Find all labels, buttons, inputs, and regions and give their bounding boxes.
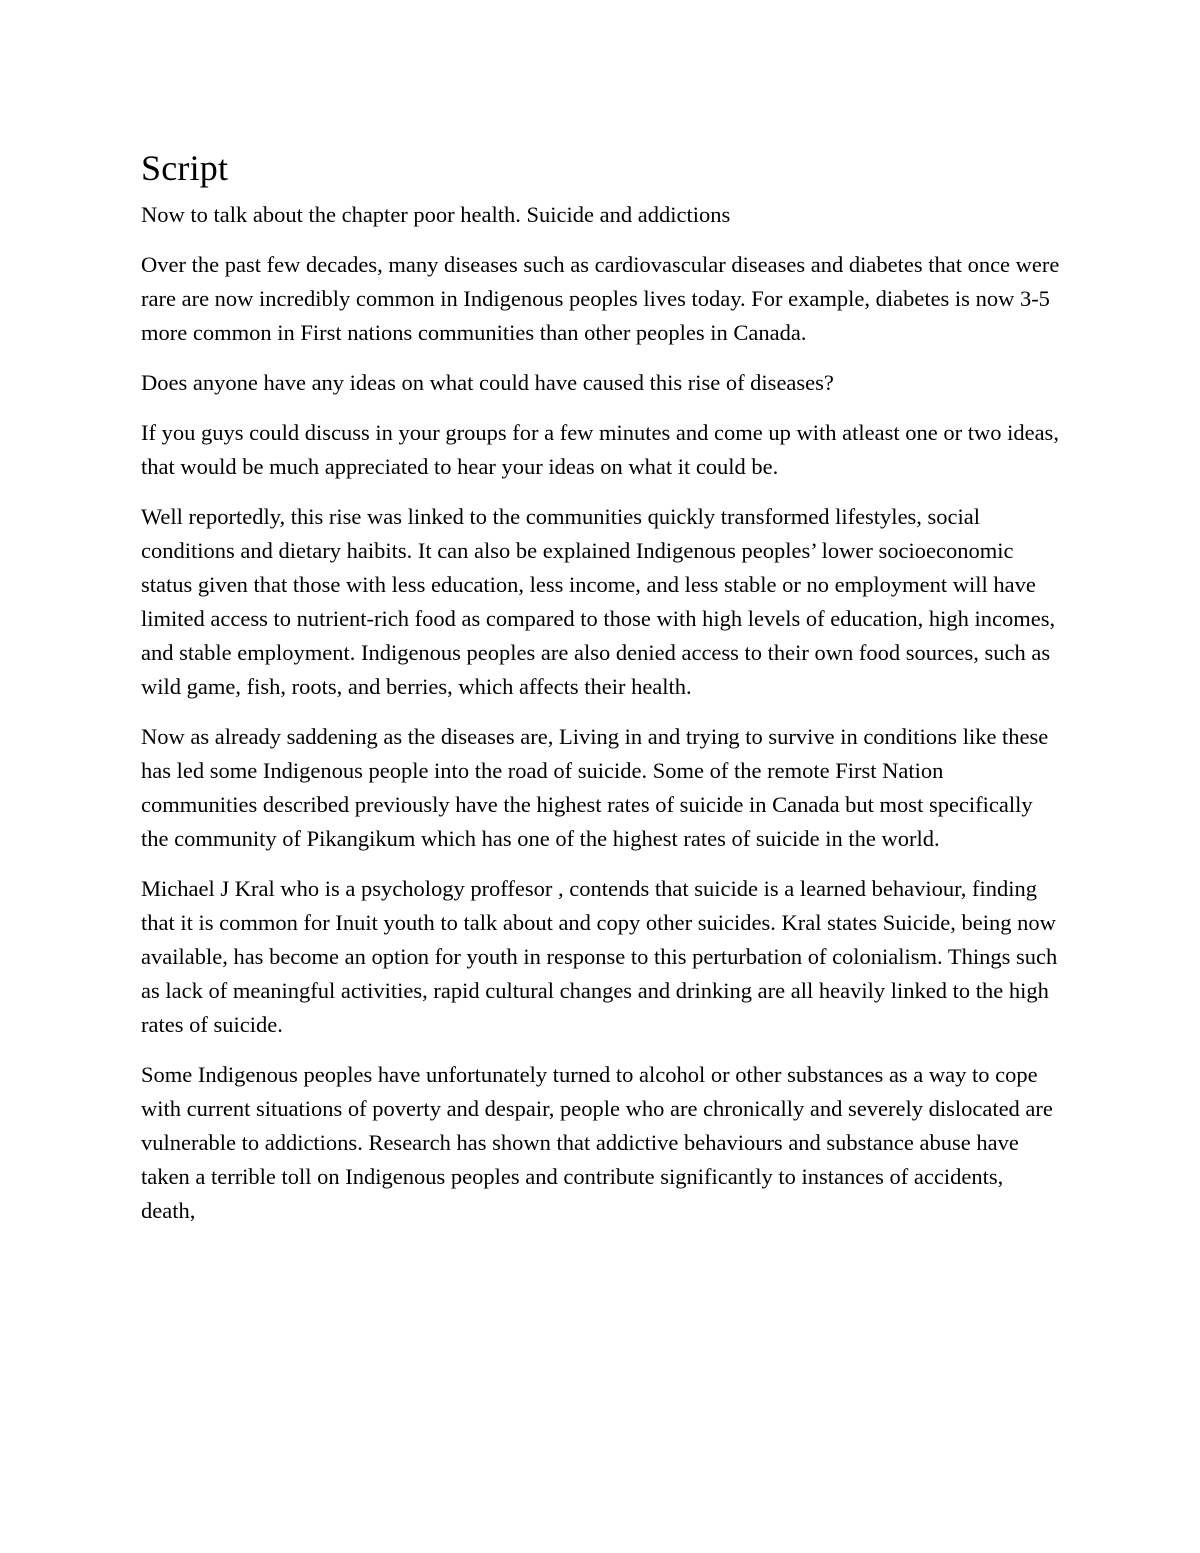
paragraph-kral: Michael J Kral who is a psychology proffesor , contends that suicide is a learned behaviour, finding that it is common for Inuit youth to talk about and copy other suicides. Kral states Suicide, being now available, has become an option for youth in response to this perturbation of colonialism. Things such as lack of meaningful activities, rapid cultural changes and drinking are all heavily linked to the high rates of suicide. (141, 876, 1058, 1037)
paragraph-addictions: Some Indigenous peoples have unfortunately turned to alcohol or other substances as a way to cope with current situations of poverty and despair, people who are chronically and severely dislocated are vulnerable to addictions. Research has shown that addictive behaviours and substance abuse have taken a terrible toll on Indigenous peoples and contribute significantly to instances of accidents, death, (141, 1062, 1053, 1223)
paragraph-group-discussion: If you guys could discuss in your groups for a few minutes and come up with atleast one or two ideas, that would be much appreciated to hear your ideas on what it could be. (141, 420, 1059, 479)
paragraph-question: Does anyone have any ideas on what could have caused this rise of diseases? (141, 370, 834, 395)
document-title: Script (141, 148, 229, 188)
paragraph-causes: Well reportedly, this rise was linked to the communities quickly transformed lifestyles, social conditions and dietary haibits. It can also be explained Indigenous peoples’ lower socioeconomic status given that those with less education, less income, and less stable or no employment will have limited access to nutrient-rich food as compared to those with high levels of education, high incomes, and stable employment. Indigenous peoples are also denied access to their own food sources, such as wild game, fish, roots, and berries, which affects their health. (141, 504, 1056, 699)
paragraph-intro: Now to talk about the chapter poor health. Suicide and addictions (141, 202, 731, 227)
paragraph-diseases: Over the past few decades, many diseases such as cardiovascular diseases and diabetes that once were rare are now incredibly common in Indigenous peoples lives today. For example, diabetes is now 3-5 more common in First nations communities than other peoples in Canada. (141, 252, 1060, 345)
paragraph-suicide: Now as already saddening as the diseases are, Living in and trying to survive in conditions like these has led some Indigenous people into the road of suicide. Some of the remote First Nation communities described previously have the highest rates of suicide in Canada but most specifically the community of Pikangikum which has one of the highest rates of suicide in the world. (141, 724, 1049, 851)
